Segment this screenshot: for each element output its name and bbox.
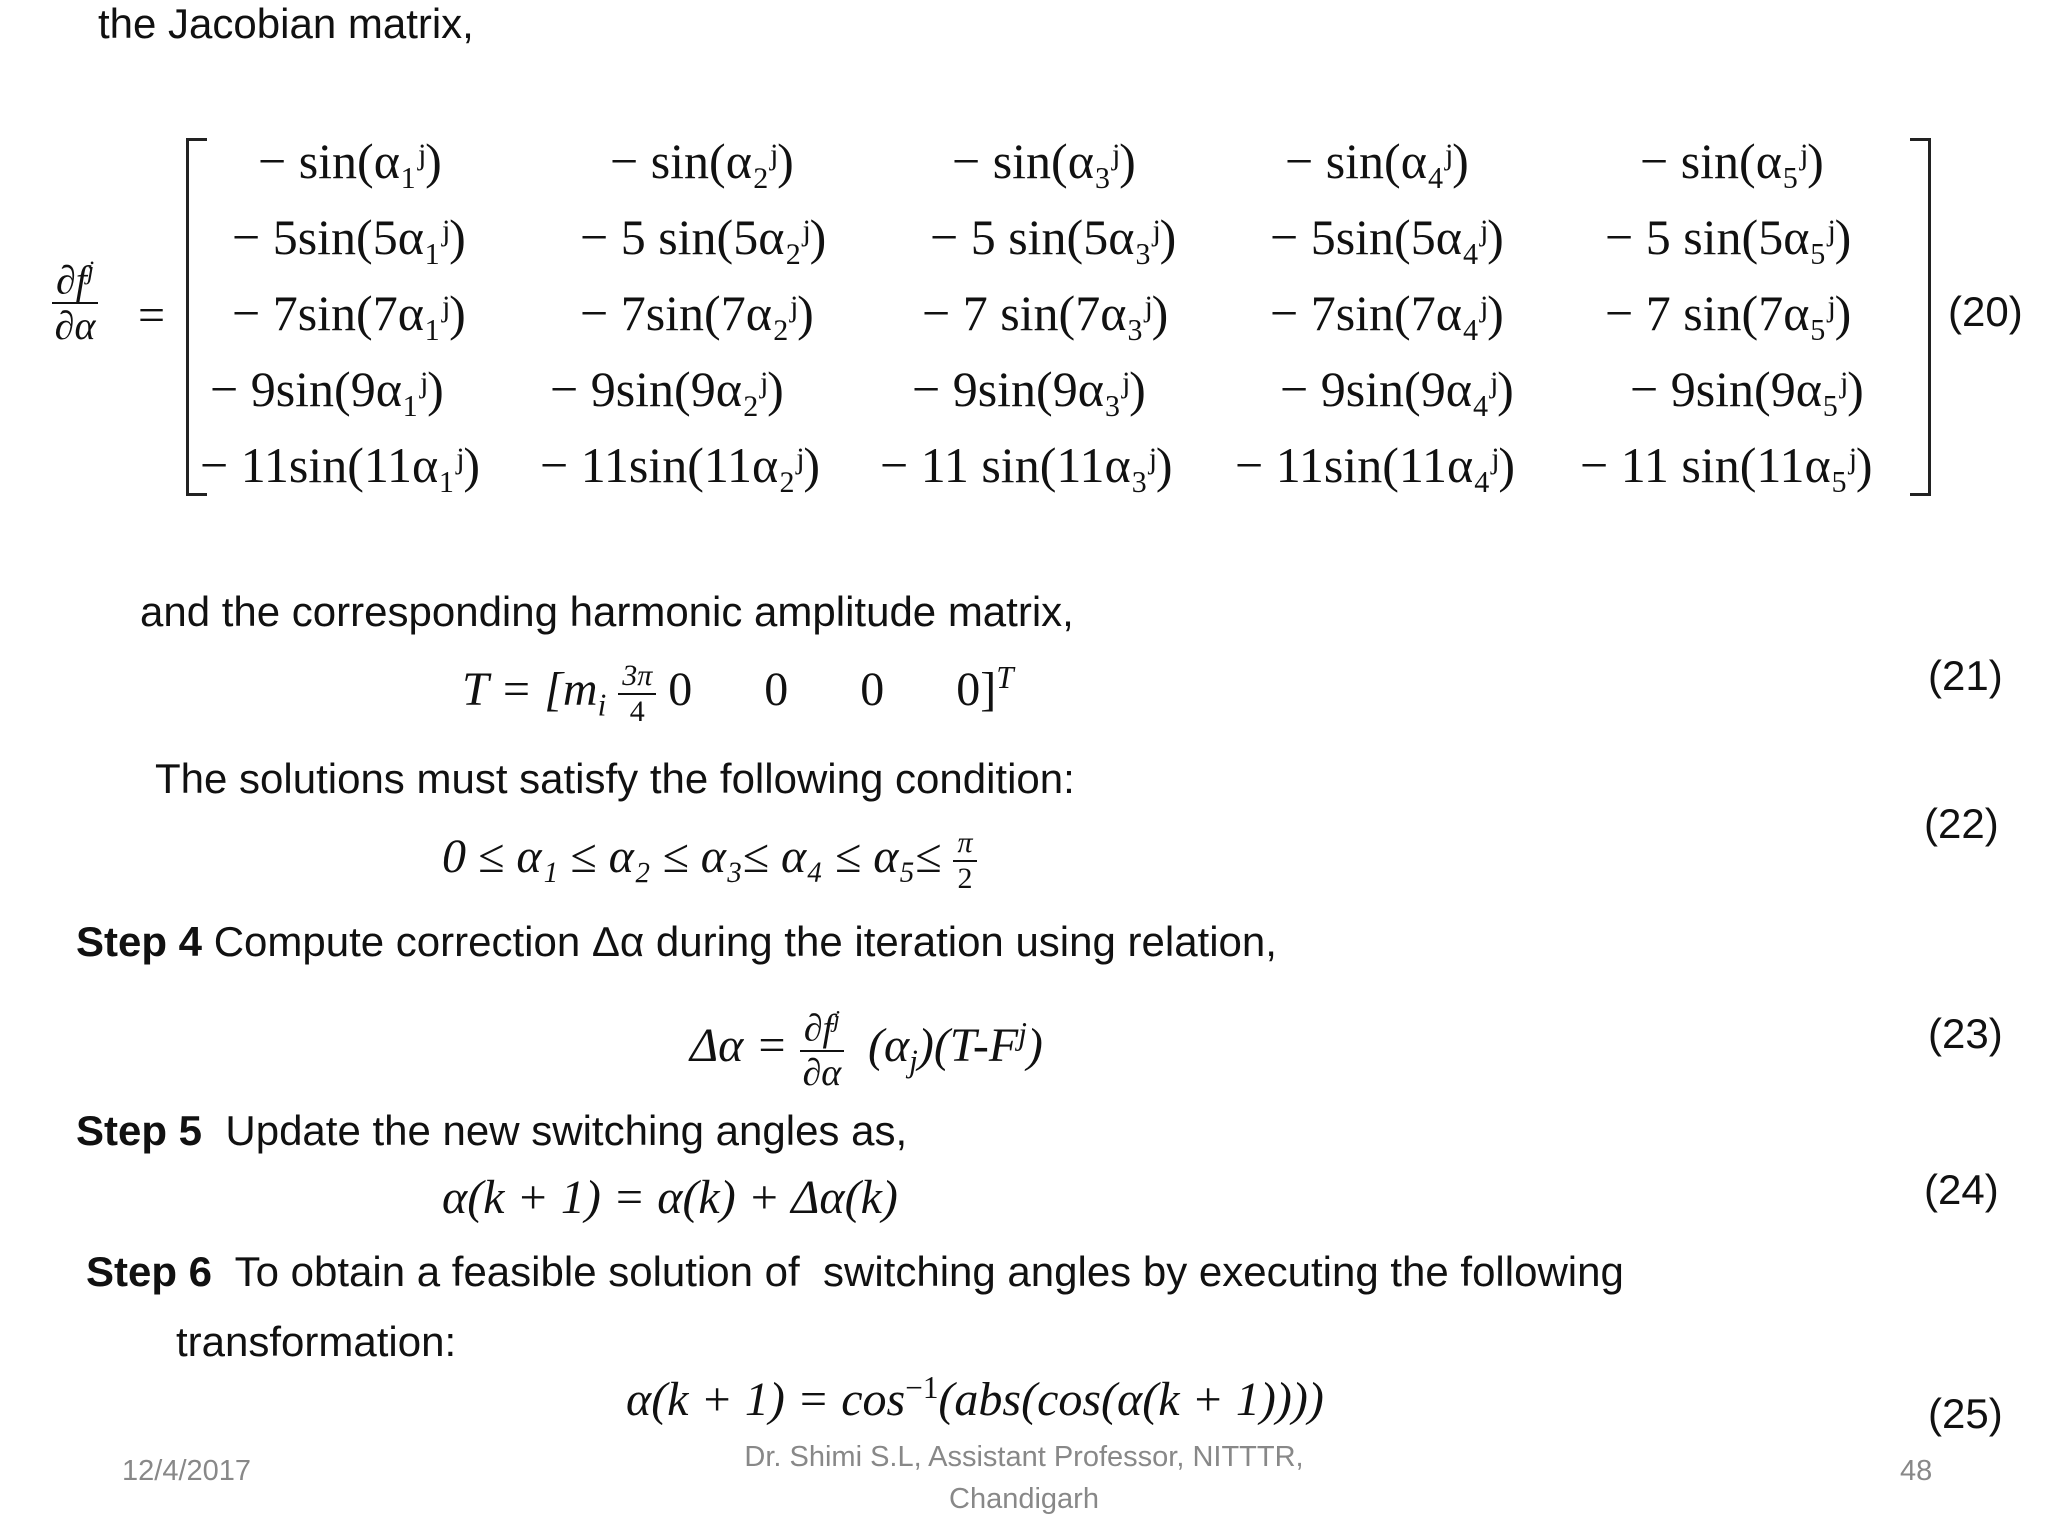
jacobian-equals: =: [138, 289, 166, 342]
eq23-lhs: Δα =: [690, 1018, 788, 1072]
equation-number-24: (24): [1924, 1166, 1999, 1213]
step-4-label: Step 4: [76, 918, 203, 965]
matrix-cell: − 7 sin(7α₅ʲ): [1605, 285, 1852, 341]
eq25-post: (abs(cos(α(k + 1)))): [938, 1373, 1324, 1426]
step-6: [86, 1248, 1624, 1296]
eq23-num-sup: j: [833, 1006, 840, 1033]
matrix-cell: − 5 sin(5α₂ʲ): [580, 209, 827, 265]
equation-23: [690, 1008, 1043, 1092]
matrix-cell: − 11sin(11α₂ʲ): [540, 437, 821, 493]
step-5: [76, 1107, 907, 1155]
matrix-cell: − 5sin(5α₁ʲ): [232, 209, 466, 265]
eq22-text: 0 ≤ α₁ ≤ α₂ ≤ α₃≤ α₄ ≤ α₅≤: [442, 830, 942, 884]
eq23-rest-sup: j: [1018, 1015, 1027, 1051]
eq21-num: 3π: [618, 661, 656, 695]
step-5-label: Step 5: [76, 1107, 203, 1154]
equation-number-21: (21): [1928, 652, 2003, 699]
matrix-cell: − 5 sin(5α₅ʲ): [1605, 209, 1852, 265]
eq23-den: ∂α: [802, 1051, 842, 1094]
matrix-cell: − 7sin(7α₂ʲ): [580, 285, 814, 341]
eq21-den: 4: [629, 694, 645, 728]
intro-text: the Jacobian matrix,: [98, 0, 474, 47]
footer-page-number: 48: [1900, 1455, 1933, 1487]
equation-number-20: (20): [1948, 288, 2023, 335]
eq22-den: 2: [957, 862, 973, 895]
matrix-cell: − 7sin(7α₁ʲ): [232, 285, 466, 341]
matrix-cell: − 9sin(9α₅ʲ): [1630, 361, 1864, 417]
step-6-continuation: transformation:: [176, 1318, 457, 1365]
amplitude-intro: and the corresponding harmonic amplitude matrix,: [140, 588, 1074, 635]
lhs-sup: j: [86, 256, 95, 285]
footer-author-line2: Chandigarh: [949, 1483, 1099, 1515]
eq25-pre: α(k + 1) = cos: [626, 1373, 906, 1426]
lhs-den: ∂α: [54, 303, 96, 349]
eq25-sup: −1: [905, 1370, 939, 1405]
matrix-cell: − sin(α₄ʲ): [1285, 133, 1469, 189]
footer-author: [0, 1436, 2048, 1520]
eq23-num: ∂f: [803, 1007, 834, 1050]
matrix-row-2: [0, 208, 2048, 286]
step-4: [76, 918, 1277, 966]
matrix-row-5: [0, 436, 2048, 514]
eq23-rest3: ): [1026, 1018, 1043, 1072]
eq21-sup: T: [996, 660, 1014, 695]
matrix-cell: − 7 sin(7α₃ʲ): [922, 285, 1169, 341]
equation-21: [462, 660, 1014, 727]
matrix-cell: − sin(α₅ʲ): [1640, 133, 1824, 189]
matrix-row-4: [0, 360, 2048, 438]
footer-date: 12/4/2017: [122, 1455, 252, 1487]
matrix-row-3: [0, 284, 2048, 362]
equation-25: [626, 1370, 1324, 1427]
equation-number-25: (25): [1928, 1390, 2003, 1437]
lhs-num: ∂f: [56, 257, 87, 303]
eq23-rest: (α: [867, 1018, 910, 1072]
step-6-label: Step 6: [86, 1248, 213, 1295]
eq23-rest2: )(T-F: [917, 1018, 1019, 1072]
footer-author-line1: Dr. Shimi S.L, Assistant Professor, NITTTR,: [744, 1441, 1304, 1473]
matrix-cell: − sin(α₁ʲ): [258, 133, 442, 189]
matrix-row-1: [0, 132, 2048, 210]
condition-intro: The solutions must satisfy the following condition:: [155, 755, 1075, 802]
matrix-cell: − sin(α₂ʲ): [610, 133, 794, 189]
matrix-cell: − sin(α₃ʲ): [952, 133, 1136, 189]
equation-number-22: (22): [1924, 800, 1999, 847]
step-6-text: To obtain a feasible solution of switching angles by executing the following: [212, 1248, 1624, 1295]
matrix-cell: − 5 sin(5α₃ʲ): [930, 209, 1177, 265]
matrix-cell: − 11 sin(11α₃ʲ): [880, 437, 1173, 493]
matrix-cell: − 9sin(9α₄ʲ): [1280, 361, 1514, 417]
eq23-rest-sub: j: [909, 1043, 918, 1079]
step-4-text: Compute correction Δα during the iteration using relation,: [202, 918, 1277, 965]
matrix-cell: − 9sin(9α₁ʲ): [210, 361, 444, 417]
matrix-cell: − 9sin(9α₃ʲ): [912, 361, 1146, 417]
matrix-cell: − 9sin(9α₂ʲ): [550, 361, 784, 417]
matrix-cell: − 7sin(7α₄ʲ): [1270, 285, 1504, 341]
matrix-cell: − 5sin(5α₄ʲ): [1270, 209, 1504, 265]
matrix-cell: − 11 sin(11α₅ʲ): [1580, 437, 1873, 493]
equation-number-23: (23): [1928, 1010, 2003, 1057]
equation-22: [442, 828, 977, 894]
equation-24: α(k + 1) = α(k) + Δα(k): [442, 1171, 898, 1224]
step-5-text: Update the new switching angles as,: [202, 1107, 908, 1154]
eq21-lhs: T = [m: [462, 663, 598, 716]
eq22-num: π: [953, 828, 976, 862]
eq21-sub: i: [597, 687, 607, 723]
matrix-cell: − 11sin(11α₄ʲ): [1235, 437, 1516, 493]
matrix-cell: − 11sin(11α₁ʲ): [200, 437, 481, 493]
eq21-rest: 0 0 0 0]: [668, 663, 997, 716]
